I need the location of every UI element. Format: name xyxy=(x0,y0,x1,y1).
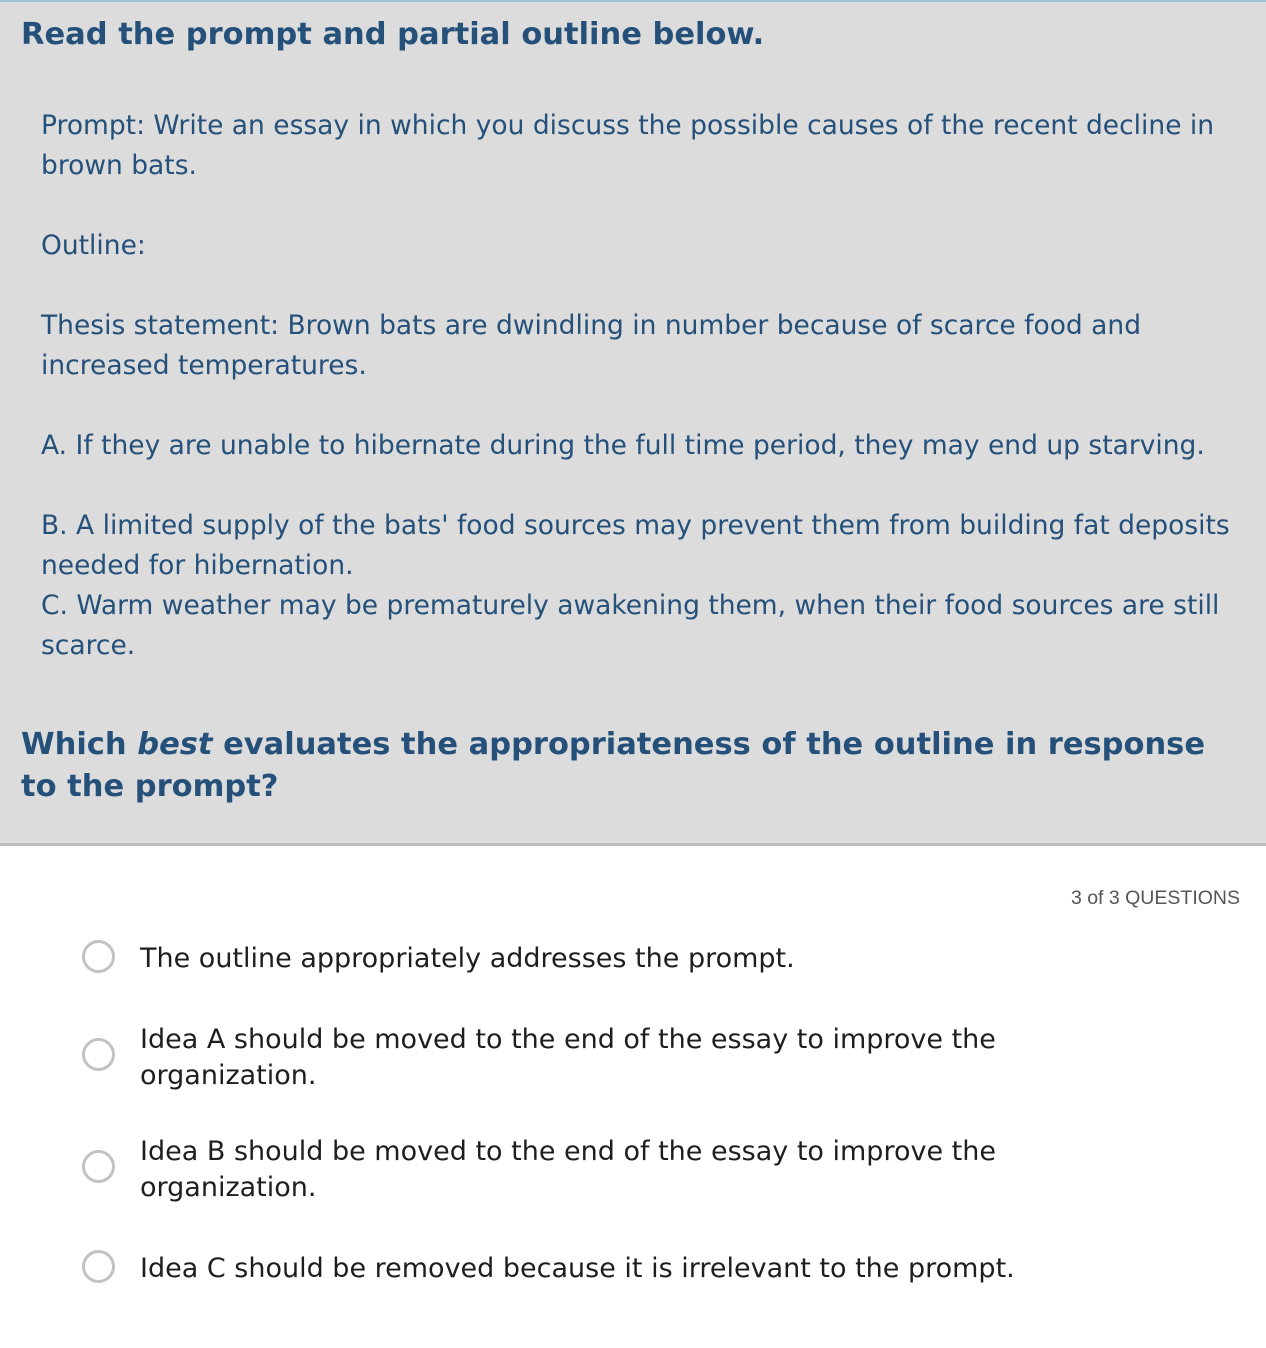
radio-button[interactable] xyxy=(82,1038,115,1071)
answer-option-1[interactable] xyxy=(80,940,1180,980)
question-stem xyxy=(21,724,1251,808)
answer-option-3[interactable] xyxy=(80,1134,1180,1210)
radio-button[interactable] xyxy=(82,1150,115,1183)
thesis-statement: Thesis statement: Brown bats are dwindling in number because of scarce food and increased temperatures. xyxy=(41,310,1142,381)
answer-option-2[interactable] xyxy=(80,1022,1180,1098)
outline-idea-c: C. Warm weather may be prematurely awakening them, when their food sources are still scarce. xyxy=(41,590,1220,661)
question-stem-end: evaluates the appropriateness of the outline in response to the prompt? xyxy=(21,727,1206,804)
essay-prompt: Prompt: Write an essay in which you discuss the possible causes of the recent decline in brown bats. xyxy=(41,110,1215,181)
question-progress: 3 of 3 QUESTIONS xyxy=(1070,887,1240,909)
radio-button[interactable] xyxy=(82,1250,115,1283)
answer-option-4[interactable] xyxy=(80,1250,1180,1290)
answer-option-label: Idea C should be removed because it is irrelevant to the prompt. xyxy=(140,1253,1015,1284)
outline-idea-a: A. If they are unable to hibernate during the full time period, they may end up starving. xyxy=(41,430,1205,461)
outline-idea-b: B. A limited supply of the bats' food sources may prevent them from building fat deposits needed for hibernation. xyxy=(41,510,1230,581)
answer-option-label: Idea A should be moved to the end of the essay to improve the organization. xyxy=(140,1024,996,1091)
radio-button[interactable] xyxy=(82,940,115,973)
outline-label: Outline: xyxy=(41,230,146,261)
question-stem-start: Which xyxy=(21,727,138,762)
answer-option-label: The outline appropriately addresses the prompt. xyxy=(140,943,795,974)
question-stem-emphasis: best xyxy=(137,727,213,762)
instructions-heading: Read the prompt and partial outline below. xyxy=(21,17,765,52)
answer-option-label: Idea B should be moved to the end of the essay to improve the organization. xyxy=(140,1136,996,1203)
